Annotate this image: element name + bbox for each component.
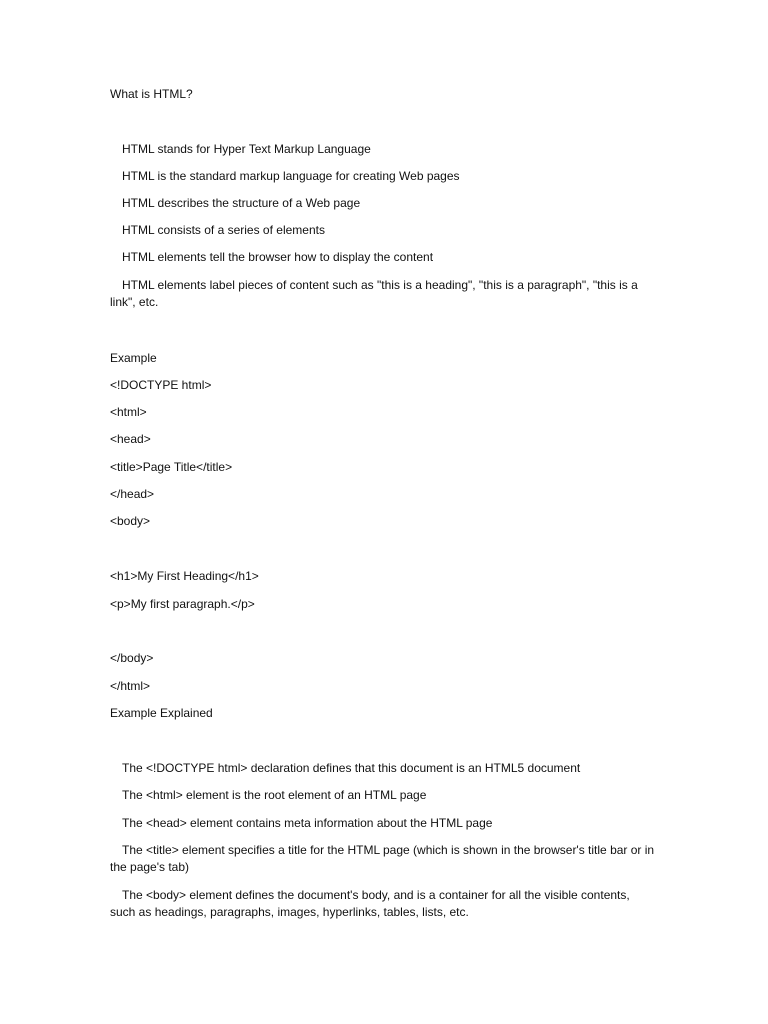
intro-point: HTML elements tell the browser how to display the content [122, 250, 434, 264]
code-line: <title>Page Title</title> [110, 460, 233, 474]
code-line: <p>My first paragraph.</p> [110, 597, 255, 611]
code-line: <!DOCTYPE html> [110, 378, 212, 392]
explained-point: The <title> element specifies a title for the HTML page (which is shown in the browser's title bar or in the page's tab) [110, 843, 655, 874]
explained-point: The <head> element contains meta information about the HTML page [122, 816, 493, 830]
code-line: <h1>My First Heading</h1> [110, 569, 259, 583]
code-line: </head> [110, 487, 155, 501]
explained-point: The <body> element defines the document's body, and is a container for all the visible contents, such as headings, paragraphs, images, hyperlinks, tables, lists, etc. [110, 888, 630, 919]
explained-point: The <!DOCTYPE html> declaration defines that this document is an HTML5 document [122, 761, 581, 775]
intro-point: HTML describes the structure of a Web page [122, 196, 361, 210]
code-line: </body> [110, 651, 154, 665]
code-line: <head> [110, 432, 151, 446]
intro-point: HTML is the standard markup language for creating Web pages [122, 169, 460, 183]
code-line: <html> [110, 405, 147, 419]
document-heading: What is HTML? [110, 87, 193, 101]
code-line: <body> [110, 514, 151, 528]
code-line: </html> [110, 679, 151, 693]
intro-point: HTML elements label pieces of content such as "this is a heading", "this is a paragraph", "this is a link", etc. [110, 278, 638, 309]
explained-heading: Example Explained [110, 706, 213, 720]
intro-point: HTML stands for Hyper Text Markup Language [122, 142, 371, 156]
intro-point: HTML consists of a series of elements [122, 223, 325, 237]
example-heading: Example [110, 351, 157, 365]
explained-point: The <html> element is the root element of an HTML page [122, 788, 427, 802]
